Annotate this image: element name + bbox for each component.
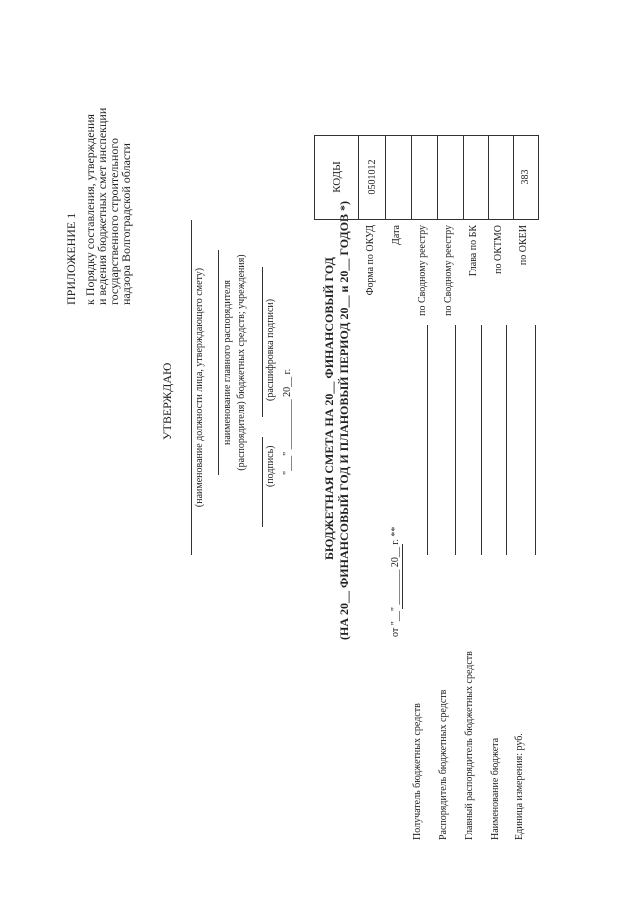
estimate-title-line-1: БЮДЖЕТНАЯ СМЕТА НА 20__ ФИНАНСОВЫЙ ГОД — [322, 257, 336, 560]
estimate-date: от "__" _______ 20__ г. ** — [390, 526, 401, 637]
decode-caption: (расшифровка подписи) — [265, 298, 276, 401]
code-label-bk: Глава по БК — [468, 225, 479, 277]
code-label-okud: Форма по ОКУД — [365, 225, 376, 296]
code-cell-okei — [513, 135, 538, 219]
field-budget-name: Наименование бюджета — [490, 737, 501, 840]
code-label-okei: по ОКЕИ — [518, 225, 529, 266]
code-label-date: Дата — [391, 225, 402, 245]
code-label-registry-2: по Сводному реестру — [443, 225, 454, 316]
appendix-line-2: и ведения бюджетных смет инспекции — [95, 107, 109, 305]
code-value-okud: 0501012 — [366, 159, 378, 195]
field-manager: Распорядитель бюджетных средств — [438, 689, 449, 840]
position-caption: (наименование должности лица, утверждающего смету) — [194, 267, 205, 508]
code-cell-oktmo — [488, 135, 514, 219]
appendix-title: ПРИЛОЖЕНИЕ 1 — [64, 212, 78, 305]
code-label-oktmo: по ОКТМО — [493, 225, 504, 274]
estimate-title-line-2: (НА 20__ ФИНАНСОВЫЙ ГОД И ПЛАНОВЫЙ ПЕРИОД 20__ и 20__ ГОДОВ *) — [337, 200, 351, 640]
manager-line — [218, 250, 219, 475]
field-unit: Единица измерения: руб. — [514, 733, 525, 840]
field-recipient-line — [427, 325, 428, 555]
code-label-registry-1: по Сводному реестру — [417, 225, 428, 316]
decode-line — [262, 267, 263, 417]
code-cell-date — [385, 135, 412, 219]
codes-header-text: КОДЫ — [330, 161, 343, 193]
position-line — [191, 220, 192, 555]
field-manager-line — [455, 325, 456, 555]
codes-table — [314, 135, 539, 220]
codes-header — [315, 135, 359, 219]
signature-caption: (подпись) — [265, 445, 276, 487]
appendix-line-4: надзора Волгоградской области — [119, 143, 133, 305]
field-unit-line — [535, 325, 536, 555]
appendix-line-3: государственного строительного — [107, 138, 121, 305]
estimate-date-underline — [402, 544, 403, 609]
code-cell-registry-2 — [437, 135, 464, 219]
manager-caption-1: наименование главного распорядителя — [222, 279, 233, 446]
code-value-okei: 383 — [520, 169, 531, 185]
code-cell-registry-1 — [411, 135, 438, 219]
field-budget-name-line — [506, 325, 507, 555]
manager-caption-2: (распорядителя) бюджетных средств; учреждения) — [236, 254, 247, 471]
approval-heading: УТВЕРЖДАЮ — [160, 362, 174, 440]
appendix-line-1: к Порядку составления, утверждения — [83, 114, 97, 305]
field-chief-manager: Главный распорядитель бюджетных средств — [464, 651, 475, 840]
approval-date: "___" __________ 20__ г. — [282, 368, 293, 475]
field-chief-manager-line — [481, 325, 482, 555]
code-cell-bk — [463, 135, 489, 219]
field-recipient: Получатель бюджетных средств — [412, 703, 423, 840]
signature-line — [262, 437, 263, 527]
code-cell-okud — [359, 135, 386, 219]
